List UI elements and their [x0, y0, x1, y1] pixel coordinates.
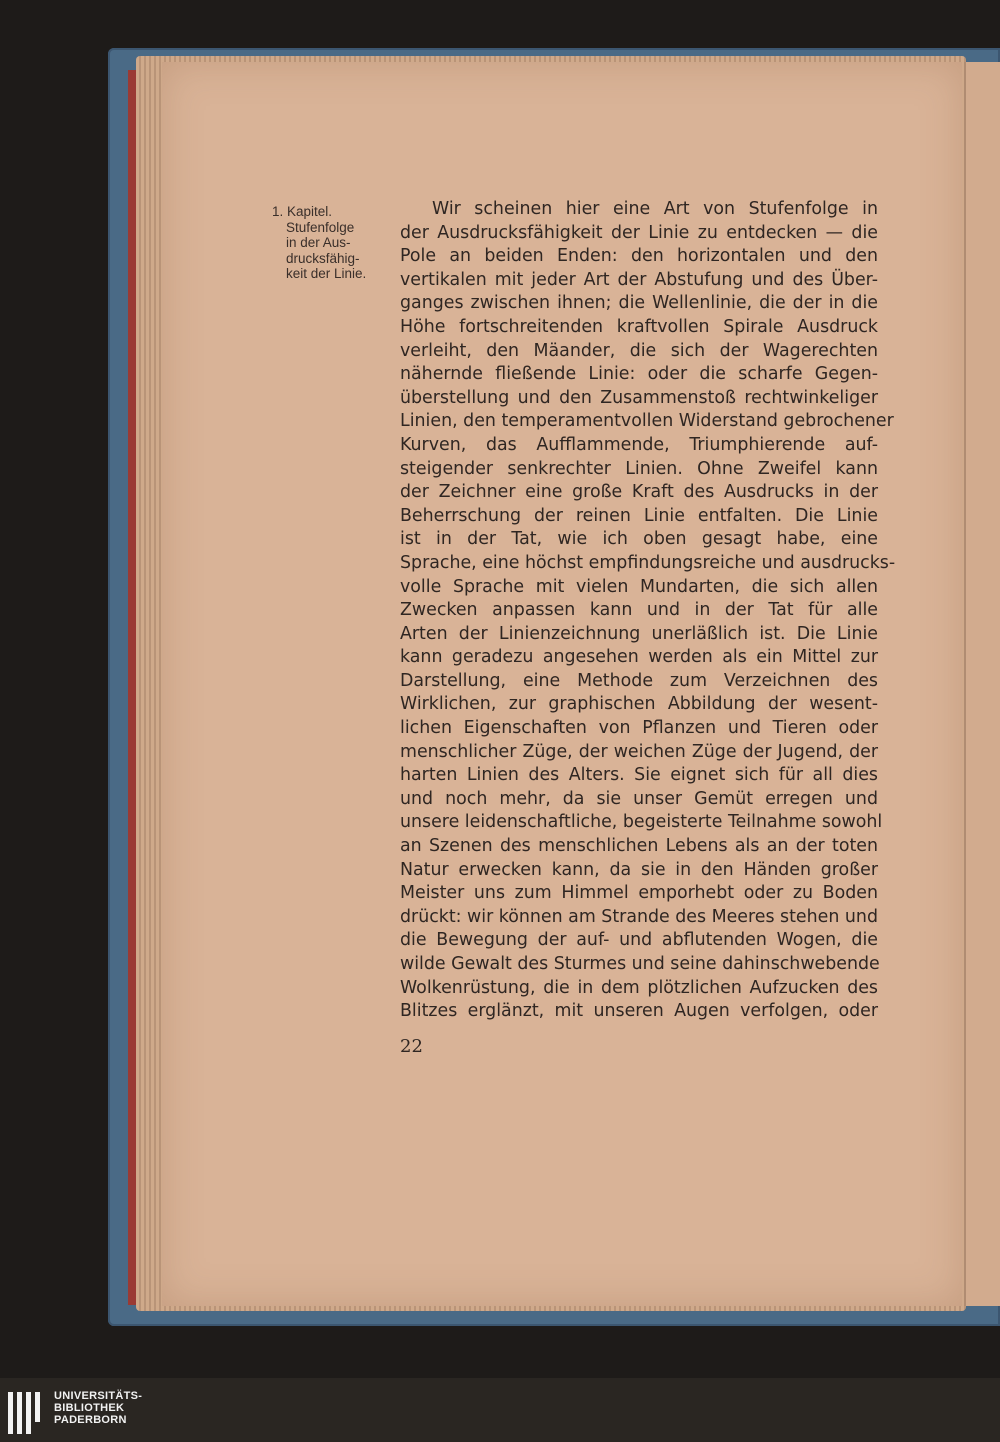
facing-page-edge [964, 62, 1000, 1306]
footer-bar [0, 1378, 1000, 1442]
text-line: kann geradezu angesehen werden als ein Mittel zur [400, 647, 878, 668]
margin-note [272, 204, 392, 282]
library-logo-line: UNIVERSITÄTS- [54, 1390, 143, 1402]
text-line: ganges zwischen ihnen; die Wellenlinie, die der in die [400, 293, 878, 314]
text-line: Darstellung, eine Methode zum Verzeichnen des [400, 670, 878, 691]
library-logo-line: PADERBORN [54, 1414, 127, 1426]
text-line: Sprache, eine höchst empfindungsreiche und ausdrucks- [400, 552, 896, 573]
text-line: harten Linien des Alters. Sie eignet sich für all dies [400, 765, 878, 786]
text-line: Natur erwecken kann, da sie in den Händen großer [400, 859, 878, 880]
text-line: Linien, den temperamentvollen Widerstand gebrochener [400, 411, 894, 432]
text-line: die Bewegung der auf- und abflutenden Wogen, die [400, 930, 878, 951]
text-line: Wir scheinen hier eine Art von Stufenfolge in [432, 199, 878, 219]
text-line: Beherrschung der reinen Linie entfalten. Die Linie [400, 505, 878, 526]
text-line: Arten der Linienzeichnung unerläßlich ist. Die Linie [400, 623, 878, 644]
page-number: 22 [400, 1036, 423, 1057]
text-line: überstellung und den Zusammenstoß rechtwinkeliger [400, 387, 878, 408]
text-line: Wolkenrüstung, die in dem plötzlichen Aufzucken des [400, 977, 878, 998]
library-logo-text [54, 1390, 142, 1426]
text-line: Kurven, das Aufflammende, Triumphierende auf- [400, 434, 878, 455]
text-line: Wirklichen, zur graphischen Abbildung der wesent- [400, 694, 878, 715]
margin-note-line: 1. Kapitel. [272, 204, 333, 219]
text-line: Pole an beiden Enden: den horizontalen und den [400, 246, 878, 267]
margin-note-line: keit der Linie. [286, 266, 367, 281]
text-line: unsere leidenschaftliche, begeisterte Teilnahme sowohl [400, 812, 883, 833]
margin-note-line: in der Aus- [286, 235, 351, 250]
text-line: drückt: wir können am Strande des Meeres stehen und [400, 906, 878, 927]
text-line: Zwecken anpassen kann und in der Tat für alle [400, 600, 878, 621]
text-line: vertikalen mit jeder Art der Abstufung und des Über- [400, 269, 878, 290]
library-logo-icon [8, 1392, 48, 1434]
text-line: ist in der Tat, wie ich oben gesagt habe, eine [400, 529, 878, 550]
library-logo-line: BIBLIOTHEK [54, 1402, 125, 1414]
text-line: menschlicher Züge, der weichen Züge der Jugend, der [400, 741, 878, 762]
text-line: Blitzes erglänzt, mit unseren Augen verfolgen, oder [400, 1001, 878, 1022]
text-line: der Zeichner eine große Kraft des Ausdrucks in der [400, 482, 878, 503]
margin-note-line: Stufenfolge [286, 219, 355, 235]
text-line: der Ausdrucksfähigkeit der Linie zu entdecken — die [400, 222, 878, 243]
body-text [400, 198, 896, 1024]
text-line: volle Sprache mit vielen Mundarten, die sich allen [400, 576, 878, 597]
text-line: verleiht, den Mäander, die sich der Wagerechten [400, 340, 878, 361]
text-line: steigender senkrechter Linien. Ohne Zweifel kann [400, 458, 878, 479]
text-line: an Szenen des menschlichen Lebens als an der toten [400, 836, 878, 857]
text-line: und noch mehr, da sie unser Gemüt erregen und [400, 788, 878, 809]
text-line: Meister uns zum Himmel emporhebt oder zu Boden [400, 883, 878, 904]
text-line: Höhe fortschreitenden kraftvollen Spirale Ausdruck [400, 316, 878, 337]
text-line: nähernde fließende Linie: oder die scharfe Gegen- [400, 364, 878, 385]
text-line: lichen Eigenschaften von Pflanzen und Tieren oder [400, 718, 878, 739]
margin-note-line: drucksfähig- [286, 250, 360, 266]
text-line: wilde Gewalt des Sturmes und seine dahinschwebende [400, 954, 880, 974]
